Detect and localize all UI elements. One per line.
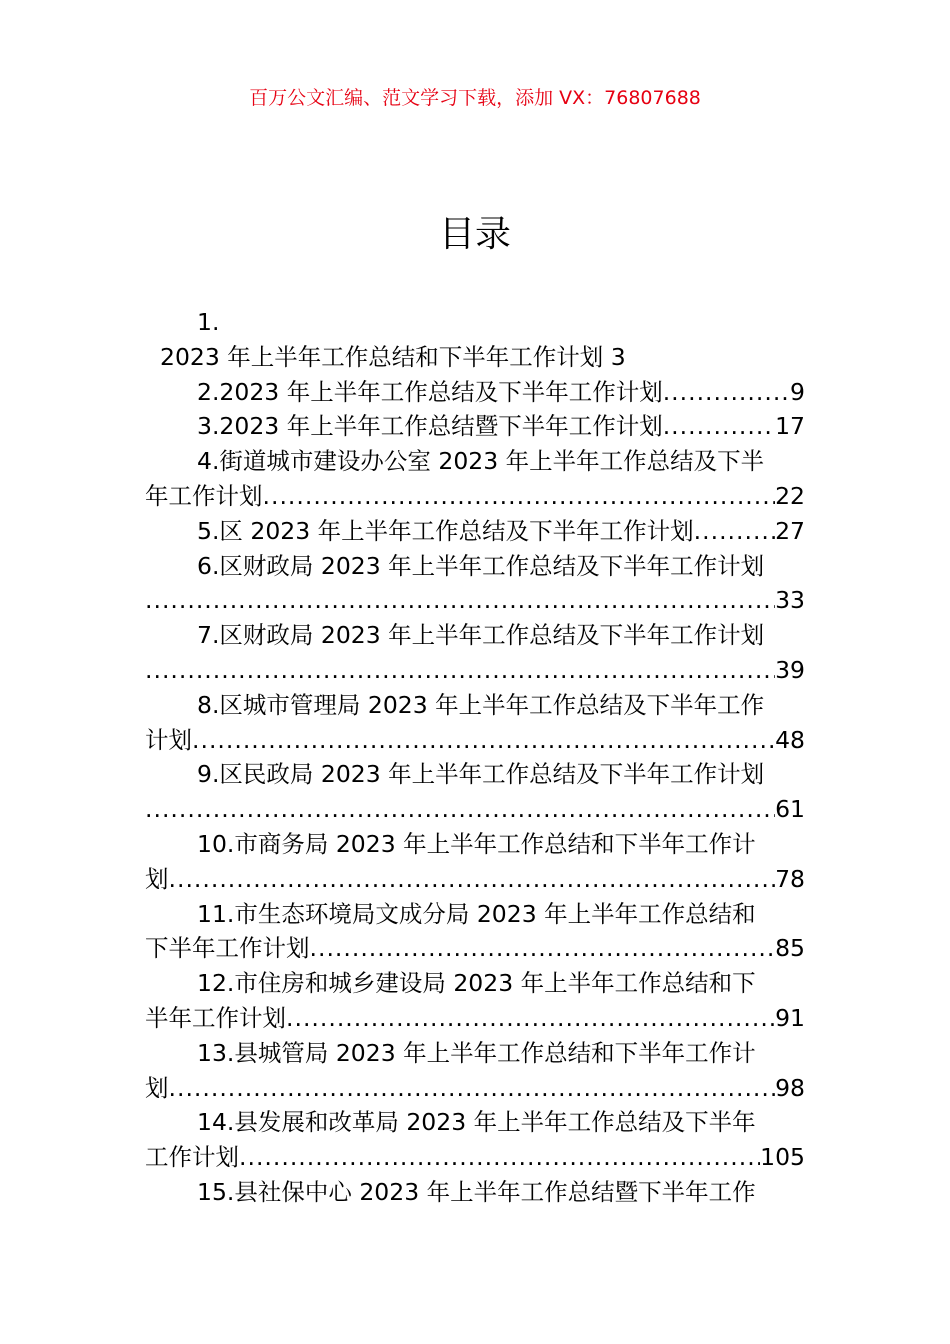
toc-entry-4-line-2 [145, 479, 805, 514]
table-of-contents [145, 305, 805, 1210]
toc-entry-8-text: 8.区城市管理局 2023 年上半年工作总结及下半年工作 [197, 690, 765, 719]
toc-entry-5-page: 27 [775, 516, 805, 545]
dot-leader [694, 514, 775, 549]
toc-entry-6-text: 6.区财政局 2023 年上半年工作总结及下半年工作计划 [197, 551, 765, 580]
toc-entry-13-text: 13.县城管局 2023 年上半年工作总结和下半年工作计 [197, 1038, 756, 1067]
header-watermark-text: 百万公文汇编、范文学习下载，添加 VX：76807688 [249, 87, 701, 109]
toc-entry-14-line-2 [145, 1140, 805, 1175]
toc-entry-6-page: 33 [775, 586, 805, 615]
toc-entry-10-line-2 [145, 862, 805, 897]
toc-entry-10-line-1 [145, 827, 805, 862]
toc-entry-5 [145, 514, 805, 549]
toc-entry-13-line-2 [145, 1071, 805, 1106]
toc-entry-12-line-1 [145, 966, 805, 1001]
toc-entry-2-page: 9 [790, 377, 805, 406]
dot-leader [145, 653, 775, 688]
toc-entry-4-line-1 [145, 444, 805, 479]
toc-entry-14-text: 14.县发展和改革局 2023 年上半年工作总结及下半年 [197, 1108, 756, 1137]
toc-entry-4-text: 4.街道城市建设办公室 2023 年上半年工作总结及下半 [197, 447, 765, 476]
toc-entry-2-text: 2.2023 年上半年工作总结及下半年工作计划 [197, 377, 663, 406]
toc-entry-14-page: 105 [760, 1143, 805, 1172]
toc-entry-9-line-2 [145, 792, 805, 827]
toc-entry-10-text-cont: 划 [145, 864, 169, 893]
toc-entry-1-line-1 [145, 305, 805, 340]
toc-entry-12-text-cont: 半年工作计划 [145, 1003, 286, 1032]
dot-leader [263, 479, 776, 514]
toc-entry-11-text: 11.市生态环境局文成分局 2023 年上半年工作总结和 [197, 899, 756, 928]
dot-leader [169, 1071, 776, 1106]
toc-entry-10-page: 78 [775, 864, 805, 893]
dot-leader [286, 1001, 775, 1036]
dot-leader [310, 931, 776, 966]
toc-entry-13-text-cont: 划 [145, 1073, 169, 1102]
toc-entry-7-line-1 [145, 618, 805, 653]
toc-entry-7-page: 39 [775, 655, 805, 684]
toc-entry-11-line-2 [145, 931, 805, 966]
toc-entry-14-line-1 [145, 1105, 805, 1140]
dot-leader [145, 583, 775, 618]
toc-entry-11-page: 85 [775, 934, 805, 963]
toc-entry-14-text-cont: 工作计划 [145, 1143, 239, 1172]
toc-entry-12-text: 12.市住房和城乡建设局 2023 年上半年工作总结和下 [197, 969, 756, 998]
toc-entry-13-line-1 [145, 1036, 805, 1071]
toc-entry-6-line-1 [145, 549, 805, 584]
toc-entry-8-page: 48 [775, 725, 805, 754]
toc-entry-6-line-2 [145, 583, 805, 618]
dot-leader [663, 375, 790, 410]
toc-entry-3 [145, 409, 805, 444]
toc-entry-13-page: 98 [775, 1073, 805, 1102]
toc-entry-8-line-1 [145, 688, 805, 723]
toc-entry-15-text: 15.县社保中心 2023 年上半年工作总结暨下半年工作 [197, 1177, 756, 1206]
toc-entry-2 [145, 375, 805, 410]
toc-entry-12-line-2 [145, 1001, 805, 1036]
toc-entry-7-line-2 [145, 653, 805, 688]
toc-entry-8-line-2 [145, 723, 805, 758]
toc-entry-7-text: 7.区财政局 2023 年上半年工作总结及下半年工作计划 [197, 621, 765, 650]
toc-entry-9-page: 61 [775, 795, 805, 824]
toc-entry-1-number: 1. [197, 308, 220, 336]
toc-entry-11-line-1 [145, 897, 805, 932]
toc-entry-5-text: 5.区 2023 年上半年工作总结及下半年工作计划 [197, 516, 694, 545]
dot-leader [169, 862, 776, 897]
toc-entry-3-page: 17 [775, 412, 805, 441]
toc-title: 目录 [438, 214, 511, 255]
dot-leader [145, 792, 775, 827]
toc-entry-11-text-cont: 下半年工作计划 [145, 934, 310, 963]
toc-entry-1-line-2 [145, 340, 805, 375]
toc-entry-4-text-cont: 年工作计划 [145, 481, 263, 510]
toc-entry-8-text-cont: 计划 [145, 725, 192, 754]
toc-entry-4-page: 22 [775, 481, 805, 510]
toc-entry-9-text: 9.区民政局 2023 年上半年工作总结及下半年工作计划 [197, 760, 765, 789]
dot-leader [663, 409, 775, 444]
dot-leader [239, 1140, 760, 1175]
toc-entry-9-line-1 [145, 757, 805, 792]
toc-entry-15-line-1 [145, 1175, 805, 1210]
toc-entry-3-text: 3.2023 年上半年工作总结暨下半年工作计划 [197, 412, 663, 441]
toc-entry-1-text: 2023 年上半年工作总结和下半年工作计划 3 [160, 342, 626, 371]
dot-leader [192, 723, 775, 758]
toc-entry-12-page: 91 [775, 1003, 805, 1032]
toc-entry-10-text: 10.市商务局 2023 年上半年工作总结和下半年工作计 [197, 829, 756, 858]
